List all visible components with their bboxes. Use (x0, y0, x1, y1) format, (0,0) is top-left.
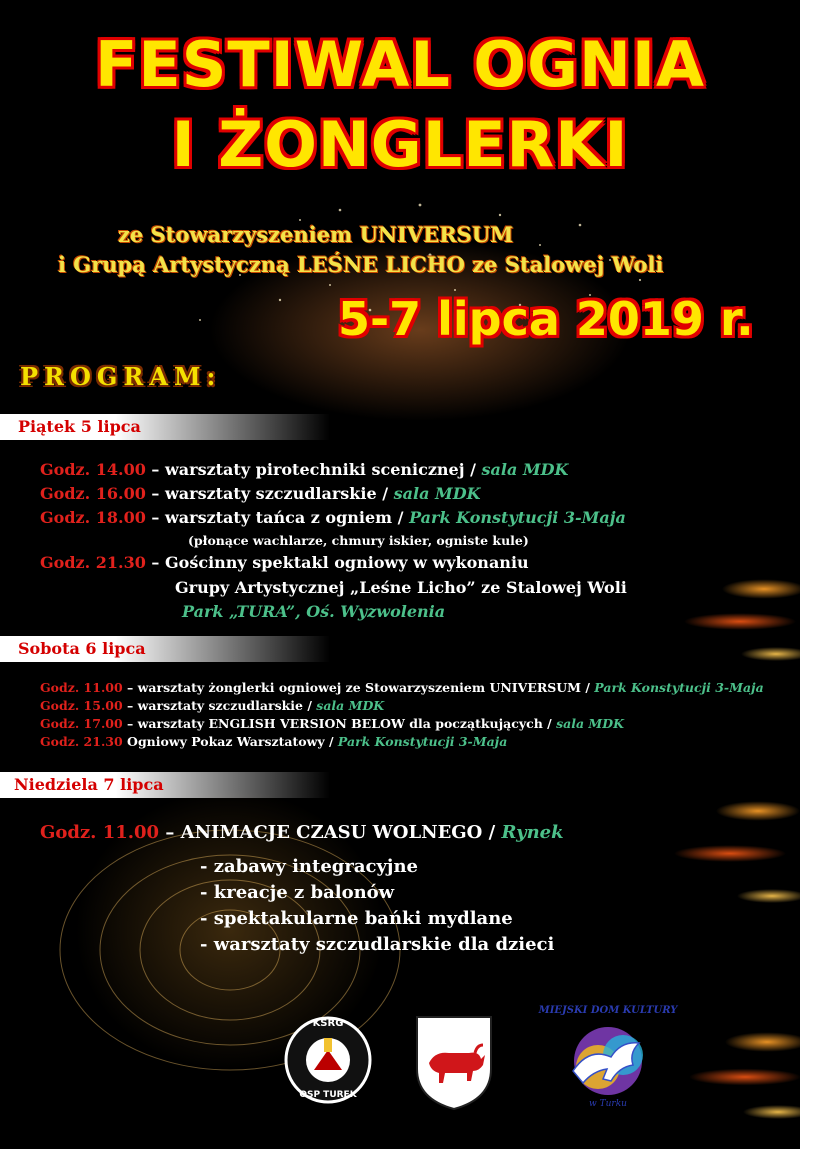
ksrg-osp-logo (284, 1010, 372, 1110)
event-time: Godz. 21.30 (40, 553, 146, 572)
event-line (40, 460, 568, 479)
program-label: PROGRAM: (20, 362, 222, 391)
bullet-item: - warsztaty szczudlarskie dla dzieci (200, 934, 555, 955)
event-desc: Ogniowy Pokaz Warsztatowy / (122, 734, 338, 749)
event-desc: – warsztaty szczudlarskie / (122, 698, 317, 713)
event-desc: – warsztaty szczudlarskie / (145, 484, 394, 503)
event-line (40, 508, 626, 527)
event-time: Godz. 21.30 (40, 734, 123, 749)
subtitle-line1: ze Stowarzyszeniem UNIVERSUM (118, 222, 514, 247)
day-band-sunday (0, 772, 330, 798)
event-desc: – Gościnny spektakl ogniowy w wykonaniu (145, 553, 529, 572)
event-line (40, 484, 481, 503)
event-line (40, 822, 564, 843)
day-band-friday (0, 414, 330, 440)
event-place: sala MDK (316, 698, 385, 713)
bullet-item: - kreacje z balonów (200, 882, 395, 903)
event-line (40, 716, 624, 731)
event-time: Godz. 11.00 (40, 680, 123, 695)
bull-crest-icon (415, 1015, 493, 1111)
event-desc-continued: Grupy Artystycznej „Leśne Licho” ze Stalowej Woli (175, 578, 627, 597)
pegasus-icon (553, 1021, 663, 1097)
day-label: Sobota 6 lipca (18, 639, 146, 658)
mdk-logo-top-text: MIEJSKI DOM KULTURY (538, 1005, 678, 1016)
event-note: (płonące wachlarze, chmury iskier, ogniste kule) (188, 533, 529, 548)
event-place: Park Konstytucji 3-Maja (409, 508, 626, 527)
mdk-turek-logo (528, 1005, 688, 1115)
event-line (40, 734, 507, 749)
event-desc: – warsztaty żonglerki ogniowej ze Stowarzyszeniem UNIVERSUM / (122, 680, 595, 695)
event-line (40, 553, 529, 572)
event-time: Godz. 14.00 (40, 460, 146, 479)
event-time: Godz. 17.00 (40, 716, 123, 731)
event-place: sala MDK (481, 460, 569, 479)
flame-decoration (680, 550, 800, 680)
bullet-item: - zabawy integracyjne (200, 856, 418, 877)
day-label: Piątek 5 lipca (18, 417, 141, 436)
event-place: Park Konstytucji 3-Maja (594, 680, 764, 695)
event-place: Park „TURA”, Oś. Wyzwolenia (182, 602, 446, 621)
event-time: Godz. 11.00 (40, 822, 160, 843)
festival-date: 5-7 lipca 2019 r. (338, 292, 754, 346)
ksrg-logo-bottom-text: OSP TUREK (299, 1090, 357, 1100)
ksrg-logo-top-text: KSRG (312, 1018, 344, 1029)
mdk-logo-bottom-text: w Turku (589, 1099, 627, 1109)
festival-title-line2: I ŻONGLERKI (171, 108, 629, 181)
event-place: Rynek (501, 822, 564, 843)
day-band-saturday (0, 636, 330, 662)
festival-title-line1: FESTIWAL OGNIA (95, 28, 705, 101)
bullet-item: - spektakularne bańki mydlane (200, 908, 513, 929)
event-desc: – ANIMACJE CZASU WOLNEGO / (159, 822, 502, 843)
event-place: sala MDK (556, 716, 624, 731)
event-line (40, 680, 764, 695)
day-label: Niedziela 7 lipca (14, 775, 164, 794)
flame-decoration (660, 760, 800, 930)
flame-decoration (690, 1000, 800, 1140)
turek-coat-of-arms (415, 1015, 493, 1111)
event-time: Godz. 16.00 (40, 484, 146, 503)
event-place: Park Konstytucji 3-Maja (337, 734, 508, 749)
event-line (40, 698, 384, 713)
event-desc: – warsztaty pirotechniki scenicznej / (145, 460, 482, 479)
subtitle-line2: i Grupą Artystyczną LEŚNE LICHO ze Stalowej Woli (58, 252, 664, 277)
event-desc: – warsztaty tańca z ogniem / (145, 508, 410, 527)
event-desc: – warsztaty ENGLISH VERSION BELOW dla początkujących / (122, 716, 557, 731)
event-time: Godz. 15.00 (40, 698, 123, 713)
event-time: Godz. 18.00 (40, 508, 146, 527)
event-place: sala MDK (393, 484, 481, 503)
